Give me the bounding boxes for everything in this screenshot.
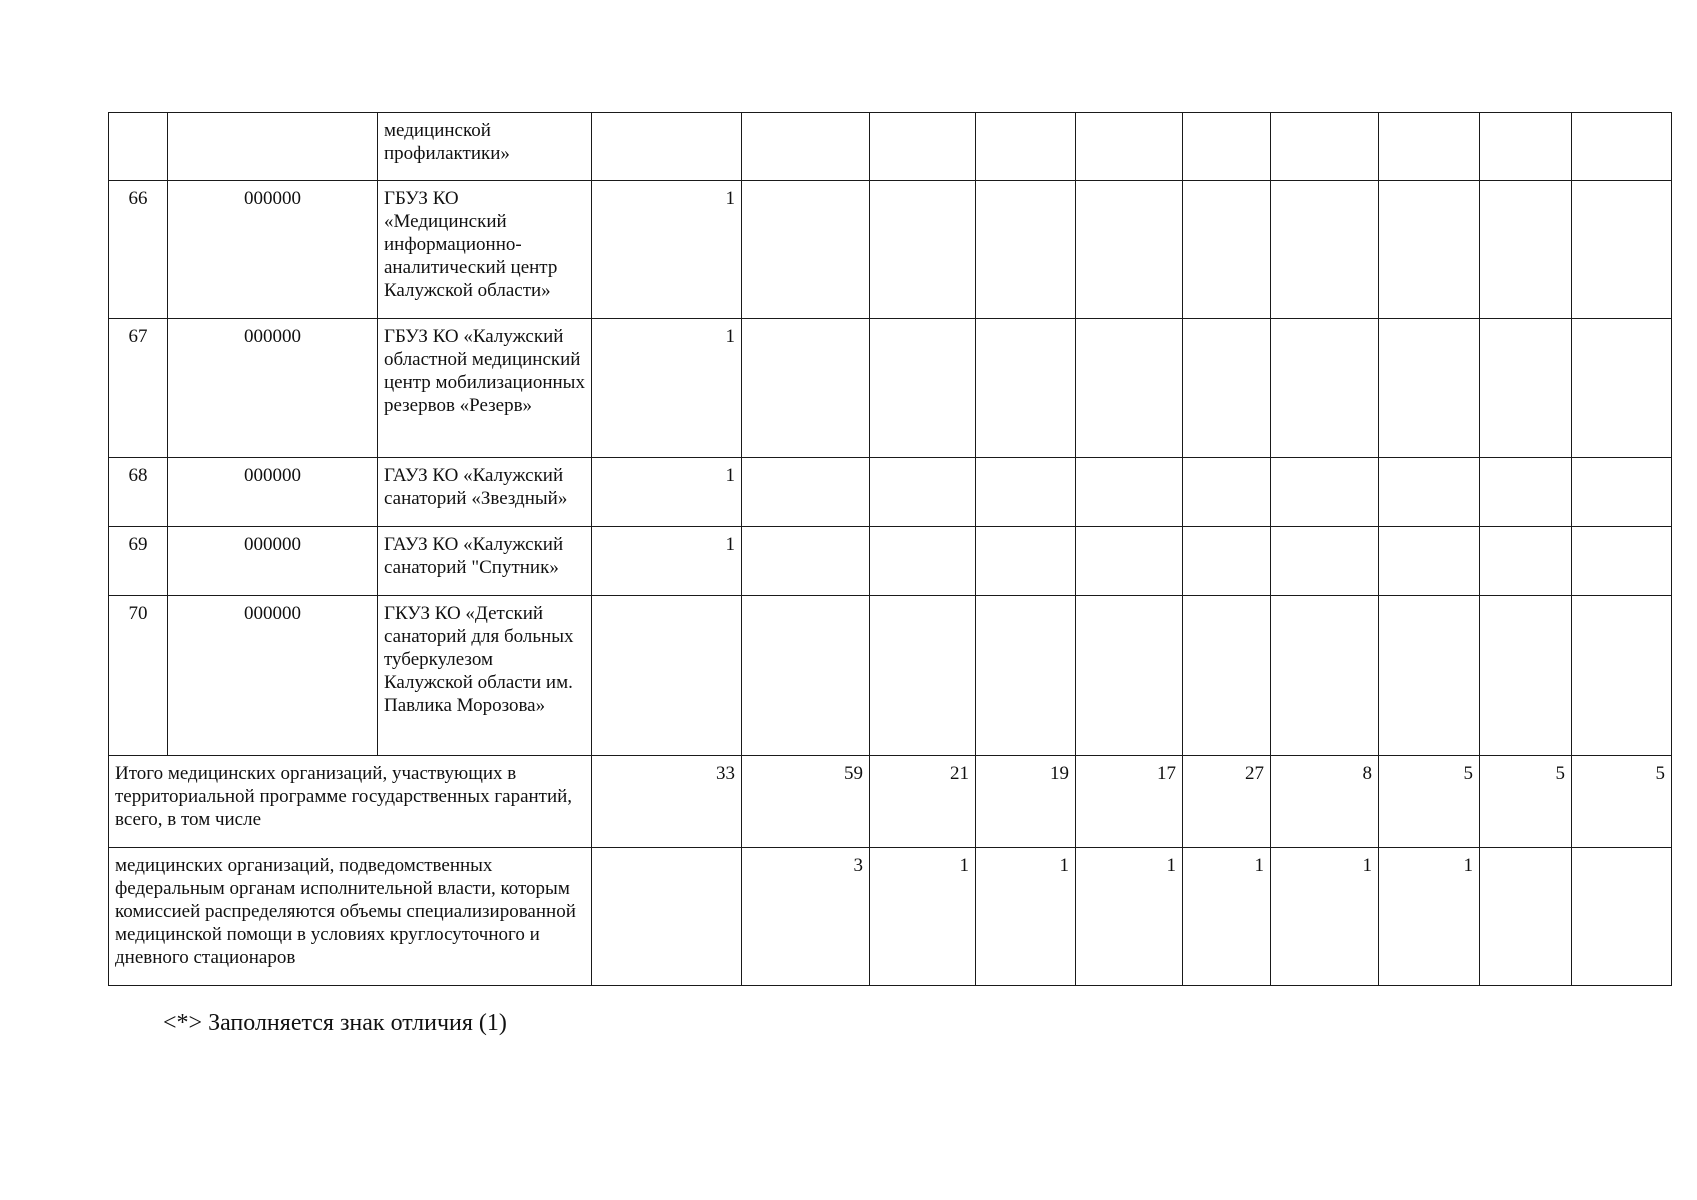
value-cell bbox=[742, 113, 870, 181]
total-value-cell: 17 bbox=[1076, 756, 1183, 848]
value-cell bbox=[592, 113, 742, 181]
value-cell bbox=[1271, 458, 1379, 527]
footnote: <*> Заполняется знак отличия (1) bbox=[163, 1010, 507, 1036]
value-cell bbox=[1183, 596, 1271, 756]
total-value-cell: 33 bbox=[592, 756, 742, 848]
value-cell bbox=[1572, 527, 1672, 596]
value-cell: 1 bbox=[592, 181, 742, 319]
value-cell bbox=[870, 458, 976, 527]
value-cell bbox=[976, 458, 1076, 527]
value-cell: 1 bbox=[592, 319, 742, 458]
value-cell bbox=[1379, 319, 1480, 458]
value-cell bbox=[1183, 181, 1271, 319]
value-cell bbox=[1480, 319, 1572, 458]
value-cell bbox=[1271, 181, 1379, 319]
table-row bbox=[109, 596, 1672, 756]
value-cell bbox=[1076, 113, 1183, 181]
total-value-cell: 1 bbox=[1271, 848, 1379, 986]
value-cell bbox=[1480, 113, 1572, 181]
table-row bbox=[109, 458, 1672, 527]
value-cell bbox=[976, 181, 1076, 319]
row-code: 000000 bbox=[168, 181, 378, 319]
value-cell bbox=[1379, 181, 1480, 319]
row-number: 70 bbox=[109, 596, 168, 756]
value-cell bbox=[742, 181, 870, 319]
total-value-cell: 1 bbox=[1379, 848, 1480, 986]
value-cell bbox=[976, 113, 1076, 181]
value-cell bbox=[870, 596, 976, 756]
value-cell bbox=[1572, 319, 1672, 458]
value-cell bbox=[1271, 596, 1379, 756]
value-cell: 1 bbox=[592, 527, 742, 596]
value-cell bbox=[1076, 181, 1183, 319]
row-number: 66 bbox=[109, 181, 168, 319]
value-cell bbox=[742, 458, 870, 527]
table-row bbox=[109, 319, 1672, 458]
value-cell bbox=[1271, 113, 1379, 181]
value-cell bbox=[1076, 458, 1183, 527]
total-row bbox=[109, 756, 1672, 848]
total-value-cell: 1 bbox=[870, 848, 976, 986]
value-cell bbox=[1271, 319, 1379, 458]
organization-name: ГБУЗ КО «Калужский областной медицинский центр мобилизационных резервов «Резерв» bbox=[378, 319, 592, 458]
total-value-cell bbox=[1572, 848, 1672, 986]
total-value-cell: 3 bbox=[742, 848, 870, 986]
total-label: медицинских организаций, подведомственных федеральным органам исполнительной власти, которым комиссией распределяются объемы специализированной медицинской помощи в условиях круглосуточного и дневного стационаров bbox=[109, 848, 592, 986]
value-cell bbox=[1183, 527, 1271, 596]
total-value-cell bbox=[592, 848, 742, 986]
value-cell bbox=[976, 319, 1076, 458]
table-row bbox=[109, 527, 1672, 596]
total-value-cell: 5 bbox=[1379, 756, 1480, 848]
table-row bbox=[109, 181, 1672, 319]
row-code: 000000 bbox=[168, 458, 378, 527]
row-number: 68 bbox=[109, 458, 168, 527]
table-row bbox=[109, 113, 1672, 181]
value-cell bbox=[1572, 113, 1672, 181]
row-code bbox=[168, 113, 378, 181]
value-cell bbox=[1271, 527, 1379, 596]
value-cell bbox=[1480, 527, 1572, 596]
value-cell bbox=[1076, 596, 1183, 756]
total-value-cell: 19 bbox=[976, 756, 1076, 848]
organization-name: ГАУЗ КО «Калужский санаторий «Звездный» bbox=[378, 458, 592, 527]
value-cell bbox=[742, 527, 870, 596]
value-cell bbox=[870, 319, 976, 458]
total-value-cell: 8 bbox=[1271, 756, 1379, 848]
value-cell bbox=[1572, 596, 1672, 756]
organization-name: ГБУЗ КО «Медицинский информационно-аналитический центр Калужской области» bbox=[378, 181, 592, 319]
total-value-cell: 5 bbox=[1572, 756, 1672, 848]
row-number: 69 bbox=[109, 527, 168, 596]
value-cell bbox=[1480, 181, 1572, 319]
value-cell bbox=[1379, 596, 1480, 756]
organization-name: ГКУЗ КО «Детский санаторий для больных туберкулезом Калужской области им. Павлика Морозова» bbox=[378, 596, 592, 756]
organizations-table bbox=[108, 112, 1672, 986]
total-value-cell: 1 bbox=[1183, 848, 1271, 986]
value-cell bbox=[592, 596, 742, 756]
value-cell bbox=[1572, 458, 1672, 527]
value-cell bbox=[1379, 113, 1480, 181]
value-cell: 1 bbox=[592, 458, 742, 527]
value-cell bbox=[742, 596, 870, 756]
value-cell bbox=[976, 596, 1076, 756]
row-code: 000000 bbox=[168, 596, 378, 756]
row-code: 000000 bbox=[168, 319, 378, 458]
federal-row bbox=[109, 848, 1672, 986]
value-cell bbox=[1379, 458, 1480, 527]
value-cell bbox=[1480, 596, 1572, 756]
value-cell bbox=[1480, 458, 1572, 527]
total-value-cell: 1 bbox=[976, 848, 1076, 986]
total-value-cell bbox=[1480, 848, 1572, 986]
value-cell bbox=[1183, 458, 1271, 527]
total-value-cell: 27 bbox=[1183, 756, 1271, 848]
total-value-cell: 1 bbox=[1076, 848, 1183, 986]
row-code: 000000 bbox=[168, 527, 378, 596]
row-number bbox=[109, 113, 168, 181]
value-cell bbox=[742, 319, 870, 458]
value-cell bbox=[1379, 527, 1480, 596]
value-cell bbox=[870, 181, 976, 319]
value-cell bbox=[870, 113, 976, 181]
total-value-cell: 21 bbox=[870, 756, 976, 848]
organization-name: ГАУЗ КО «Калужский санаторий "Спутник» bbox=[378, 527, 592, 596]
total-label: Итого медицинских организаций, участвующих в территориальной программе государственных гарантий, всего, в том числе bbox=[109, 756, 592, 848]
value-cell bbox=[1076, 319, 1183, 458]
value-cell bbox=[1183, 319, 1271, 458]
value-cell bbox=[870, 527, 976, 596]
value-cell bbox=[1183, 113, 1271, 181]
organization-name: медицинской профилактики» bbox=[378, 113, 592, 181]
value-cell bbox=[976, 527, 1076, 596]
row-number: 67 bbox=[109, 319, 168, 458]
total-value-cell: 5 bbox=[1480, 756, 1572, 848]
total-value-cell: 59 bbox=[742, 756, 870, 848]
value-cell bbox=[1572, 181, 1672, 319]
value-cell bbox=[1076, 527, 1183, 596]
